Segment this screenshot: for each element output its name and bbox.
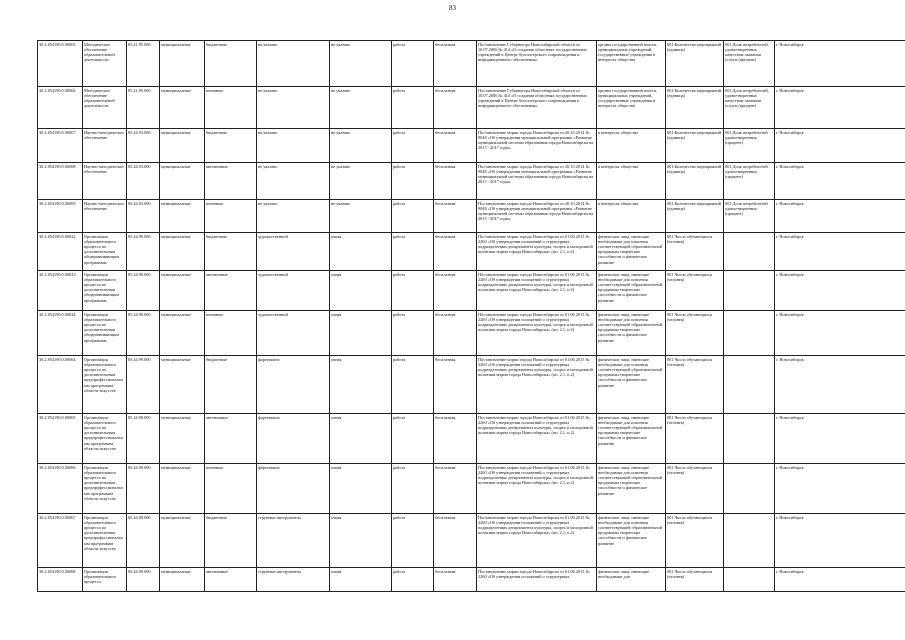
quality-indicator-cell xyxy=(724,311,775,356)
institution-type-cell: бюджетные xyxy=(205,233,257,271)
okved-code-cell: 85.44.93.000 xyxy=(127,163,160,200)
registry-code-cell: 30.2.854190.0.00003 xyxy=(38,41,83,87)
location-cell: г. Новосибирск xyxy=(775,271,905,311)
institution-type-cell: автономные xyxy=(205,414,257,464)
content-direction-cell: не указано xyxy=(257,41,330,87)
service-name-cell: Организация образовательного процесса xyxy=(83,568,127,592)
location-cell: г. Новосибирск xyxy=(775,87,905,129)
okved-code-cell: 85.44.99.000 xyxy=(127,233,160,271)
consumers-cell: физические лица, имеющие необходимые для освоения соответствующей образовательной программы творческие способности и физическое развитие xyxy=(597,514,666,568)
consumers-cell: физические лица, имеющие необходимые для освоения соответствующей образовательной программы творческие способности и физическое развитие xyxy=(597,464,666,514)
quality-indicator-cell xyxy=(724,414,775,464)
volume-indicator-cell: 001.Число обучающихся (человек) xyxy=(666,233,724,271)
volume-indicator-cell: 001.Число обучающихся (человек) xyxy=(666,356,724,414)
consumers-cell: физические лица, имеющие необходимые для освоения соответствующей образовательной программы творческие способности и физическое развитие xyxy=(597,356,666,414)
location-cell: г. Новосибирск xyxy=(775,200,905,233)
registry-code-cell: 30.2.854190.0.00065 xyxy=(38,414,83,464)
form-of-study-cell: очная xyxy=(330,233,392,271)
service-kind-cell: работа xyxy=(392,568,434,592)
service-kind-cell: работа xyxy=(392,464,434,514)
service-kind-cell: работа xyxy=(392,311,434,356)
ownership-level-cell: муниципальные xyxy=(160,568,205,592)
table-row xyxy=(38,568,905,592)
service-name-cell: Организация образовательного процесса по дополнительным общеразвивающим программам xyxy=(83,271,127,311)
okved-code-cell: 85.44.99.000 xyxy=(127,414,160,464)
service-kind-cell: работа xyxy=(392,129,434,163)
service-kind-cell: работа xyxy=(392,163,434,200)
content-direction-cell: художественной xyxy=(257,311,330,356)
registry-code-cell: 30.2.854190.0.00004 xyxy=(38,87,83,129)
registry-code-cell: 30.2.854190.0.00066 xyxy=(38,464,83,514)
location-cell: г. Новосибирск xyxy=(775,163,905,200)
okved-code-cell: 85.44.99.000 xyxy=(127,271,160,311)
registry-code-cell: 30.2.854190.0.00022 xyxy=(38,233,83,271)
consumers-cell: физические лица, имеющие необходимые для освоения соответствующей образовательной программы творческие способности и физическое развитие xyxy=(597,271,666,311)
legal-basis-cell: Постановление мэрии города Новосибирска от 01.06.2015 № 2260 «Об утверждении положений о структурных подразделениях департамента культуры, спорта и молодежной политики мэрии города Новосибирска» (пп. 2.1, п.2) xyxy=(477,356,597,414)
institution-type-cell: автономные xyxy=(205,271,257,311)
volume-indicator-cell: 001.Количество мероприятий (единица) xyxy=(666,163,724,200)
form-of-study-cell: очная xyxy=(330,464,392,514)
okved-code-cell: 85.44.93.000 xyxy=(127,200,160,233)
location-cell: г. Новосибирск xyxy=(775,514,905,568)
table-row xyxy=(38,129,905,163)
quality-indicator-cell xyxy=(724,514,775,568)
service-name-cell: Методическое обеспечение образовательной деятельности xyxy=(83,87,127,129)
volume-indicator-cell: 001.Число обучающихся (человек) xyxy=(666,568,724,592)
content-direction-cell: фортепиано xyxy=(257,414,330,464)
quality-indicator-cell xyxy=(724,464,775,514)
legal-basis-cell: Постановление мэрии города Новосибирска от 01.06.2015 № 2260 «Об утверждении положений о структурных подразделениях департамента культуры, спорта и молодежной политики мэрии города Новосибирска» (пп. 2.1, п.2) xyxy=(477,464,597,514)
payment-type-cell: бесплатная xyxy=(434,311,477,356)
content-direction-cell: не указано xyxy=(257,163,330,200)
location-cell: г. Новосибирск xyxy=(775,311,905,356)
institution-type-cell: автономные xyxy=(205,568,257,592)
legal-basis-cell: Постановление мэрии города Новосибирска от 20.10.2014 № 9048 «Об утверждении муниципальной программы «Развитие муниципальной системы образования города Новосибирска на 2015 - 2017 годы» xyxy=(477,200,597,233)
payment-type-cell: бесплатная xyxy=(434,356,477,414)
location-cell: г. Новосибирск xyxy=(775,129,905,163)
payment-type-cell: бесплатная xyxy=(434,271,477,311)
payment-type-cell: бесплатная xyxy=(434,233,477,271)
service-name-cell: Организация образовательного процесса по дополнительным общеразвивающим программам xyxy=(83,233,127,271)
table-row xyxy=(38,41,905,87)
service-kind-cell: работа xyxy=(392,41,434,87)
service-kind-cell: работа xyxy=(392,200,434,233)
registry-code-cell: 30.2.854190.0.00008 xyxy=(38,163,83,200)
payment-type-cell: бесплатная xyxy=(434,129,477,163)
registry-code-cell: 30.2.854190.0.00068 xyxy=(38,568,83,592)
service-kind-cell: работа xyxy=(392,233,434,271)
ownership-level-cell: муниципальные xyxy=(160,464,205,514)
content-direction-cell: не указано xyxy=(257,87,330,129)
consumers-cell: физические лица, имеющие необходимые для освоения соответствующей образовательной программы творческие способности и физическое развитие xyxy=(597,233,666,271)
service-kind-cell: работа xyxy=(392,271,434,311)
legal-basis-cell: Постановление Губернатора Новосибирской области от 10.07.2006 № 414 «О создании областных государственных учреждений в Центре бухгалтерского сопровождения и информационного обеспечения» xyxy=(477,41,597,87)
service-name-cell: Организация образовательного процесса по дополнительным предпрофессиональным программам области искусств xyxy=(83,356,127,414)
ownership-level-cell: муниципальные xyxy=(160,514,205,568)
volume-indicator-cell: 001.Количество мероприятий (единица) xyxy=(666,129,724,163)
volume-indicator-cell: 001.Количество мероприятий (единица) xyxy=(666,41,724,87)
table-row xyxy=(38,87,905,129)
ownership-level-cell: муниципальные xyxy=(160,163,205,200)
okved-code-cell: 85.44.99.000 xyxy=(127,311,160,356)
payment-type-cell: бесплатная xyxy=(434,163,477,200)
quality-indicator-cell: 001.Доля потребителей, удовлетворенных качеством оказания услуги (процент) xyxy=(724,87,775,129)
volume-indicator-cell: 001.Число обучающихся (человек) xyxy=(666,271,724,311)
payment-type-cell: бесплатная xyxy=(434,87,477,129)
payment-type-cell: бесплатная xyxy=(434,414,477,464)
form-of-study-cell: очная xyxy=(330,356,392,414)
okved-code-cell: 85.44.99.000 xyxy=(127,356,160,414)
table-row xyxy=(38,271,905,311)
page-number: 83 xyxy=(449,4,456,12)
form-of-study-cell: очная xyxy=(330,514,392,568)
service-name-cell: Организация образовательного процесса по дополнительным предпрофессиональным программам области искусств xyxy=(83,414,127,464)
location-cell: г. Новосибирск xyxy=(775,568,905,592)
consumers-cell: физические лица, имеющие необходимые для xyxy=(597,568,666,592)
legal-basis-cell: Постановление мэрии города Новосибирска от 01.06.2015 № 2260 «Об утверждении положений о структурных подразделениях департамента культуры, спорта и молодежной политики мэрии города Новосибирска» (пп. 2.1, п.2) xyxy=(477,414,597,464)
institution-type-cell: казенные xyxy=(205,87,257,129)
service-name-cell: Организация образовательного процесса по дополнительным общеразвивающим программам xyxy=(83,311,127,356)
legal-basis-cell: Постановление мэрии города Новосибирска от 01.06.2015 № 2260 «Об утверждении положений о структурных подразделениях департамента культуры, спорта и молодежной политики мэрии города Новосибирска» (пп. 2.1, п.2) xyxy=(477,271,597,311)
okved-code-cell: 85.44.99.000 xyxy=(127,568,160,592)
quality-indicator-cell: 001.Доля потребителей, удовлетворенных качеством оказания услуги (процент) xyxy=(724,41,775,87)
ownership-level-cell: муниципальные xyxy=(160,311,205,356)
location-cell: г. Новосибирск xyxy=(775,414,905,464)
table-row xyxy=(38,311,905,356)
institution-type-cell: казенные xyxy=(205,311,257,356)
legal-basis-cell: Постановление мэрии города Новосибирска от 01.06.2015 № 2260 «Об утверждении положений о структурных xyxy=(477,568,597,592)
ownership-level-cell: муниципальные xyxy=(160,41,205,87)
volume-indicator-cell: 001.Число обучающихся (человек) xyxy=(666,514,724,568)
table-row xyxy=(38,414,905,464)
content-direction-cell: фортепиано xyxy=(257,464,330,514)
consumers-cell: физические лица, имеющие необходимые для освоения соответствующей образовательной программы творческие способности и физическое развитие xyxy=(597,414,666,464)
payment-type-cell: бесплатная xyxy=(434,464,477,514)
consumers-cell: органы государственной власти, муниципальных учреждений, государственные учреждения в интересах общества xyxy=(597,87,666,129)
service-name-cell: Методическое обеспечение образовательной деятельности xyxy=(83,41,127,87)
table-row xyxy=(38,200,905,233)
content-direction-cell: художественной xyxy=(257,233,330,271)
location-cell: г. Новосибирск xyxy=(775,41,905,87)
service-name-cell: Научно-методическое обеспечение xyxy=(83,129,127,163)
table-row xyxy=(38,163,905,200)
consumers-cell: физические лица, имеющие необходимые для освоения соответствующей образовательной программы творческие способности и физическое развитие xyxy=(597,311,666,356)
form-of-study-cell: не указано xyxy=(330,87,392,129)
form-of-study-cell: очная xyxy=(330,271,392,311)
institution-type-cell: бюджетные xyxy=(205,41,257,87)
ownership-level-cell: муниципальные xyxy=(160,356,205,414)
location-cell: г. Новосибирск xyxy=(775,356,905,414)
form-of-study-cell: не указано xyxy=(330,129,392,163)
service-name-cell: Организация образовательного процесса по дополнительным предпрофессиональным программам области искусств xyxy=(83,464,127,514)
service-name-cell: Организация образовательного процесса по дополнительным предпрофессиональным программам области искусств xyxy=(83,514,127,568)
service-kind-cell: работа xyxy=(392,414,434,464)
ownership-level-cell: муниципальные xyxy=(160,271,205,311)
content-direction-cell: струнные инструменты xyxy=(257,514,330,568)
form-of-study-cell: не указано xyxy=(330,200,392,233)
ownership-level-cell: муниципальные xyxy=(160,129,205,163)
registry-code-cell: 30.2.854190.0.00024 xyxy=(38,311,83,356)
institution-type-cell: автономные xyxy=(205,163,257,200)
volume-indicator-cell: 001.Количество мероприятий (единица) xyxy=(666,200,724,233)
table-row xyxy=(38,514,905,568)
consumers-cell: в интересах общества xyxy=(597,129,666,163)
institution-type-cell: бюджетные xyxy=(205,129,257,163)
content-direction-cell: не указано xyxy=(257,129,330,163)
quality-indicator-cell: 001.Доля потребителей удовлетворенных (процент) xyxy=(724,200,775,233)
table-row xyxy=(38,233,905,271)
institution-type-cell: бюджетные xyxy=(205,356,257,414)
okved-code-cell: 85.41.95.000 xyxy=(127,87,160,129)
table-row xyxy=(38,356,905,414)
ownership-level-cell: муниципальные xyxy=(160,233,205,271)
location-cell: г. Новосибирск xyxy=(775,233,905,271)
registry-code-cell: 30.2.854190.0.00067 xyxy=(38,514,83,568)
volume-indicator-cell: 001.Количество мероприятий (единица) xyxy=(666,87,724,129)
volume-indicator-cell: 001.Число обучающихся (человек) xyxy=(666,464,724,514)
volume-indicator-cell: 001.Число обучающихся (человек) xyxy=(666,414,724,464)
registry-code-cell: 30.2.854190.0.00064 xyxy=(38,356,83,414)
okved-code-cell: 85.41.95.000 xyxy=(127,41,160,87)
form-of-study-cell: очная xyxy=(330,414,392,464)
quality-indicator-cell xyxy=(724,356,775,414)
institution-type-cell: казенные xyxy=(205,200,257,233)
registry-code-cell: 30.2.854190.0.00009 xyxy=(38,200,83,233)
content-direction-cell: не указано xyxy=(257,200,330,233)
quality-indicator-cell: 001.Доля потребителей удовлетворенных (процент) xyxy=(724,163,775,200)
form-of-study-cell: очная xyxy=(330,568,392,592)
institution-type-cell: бюджетные xyxy=(205,514,257,568)
volume-indicator-cell: 001.Число обучающихся (человек) xyxy=(666,311,724,356)
service-kind-cell: работа xyxy=(392,356,434,414)
content-direction-cell: фортепиано xyxy=(257,356,330,414)
quality-indicator-cell xyxy=(724,233,775,271)
service-name-cell: Научно-методическое обеспечение xyxy=(83,200,127,233)
payment-type-cell: бесплатная xyxy=(434,200,477,233)
legal-basis-cell: Постановление мэрии города Новосибирска от 01.06.2015 № 2260 «Об утверждении положений о структурных подразделениях департамента культуры, спорта и молодежной политики мэрии города Новосибирска» (пп. 2.1, п.2) xyxy=(477,311,597,356)
okved-code-cell: 85.44.99.000 xyxy=(127,464,160,514)
legal-basis-cell: Постановление мэрии города Новосибирска от 20.10.2014 № 9048 «Об утверждении муниципальной программы «Развитие муниципальной системы образования города Новосибирска на 2015 - 2017 годы» xyxy=(477,163,597,200)
service-kind-cell: работа xyxy=(392,87,434,129)
table-row xyxy=(38,464,905,514)
registry-code-cell: 30.2.854190.0.00007 xyxy=(38,129,83,163)
quality-indicator-cell xyxy=(724,271,775,311)
content-direction-cell: струнные инструменты xyxy=(257,568,330,592)
service-name-cell: Научно-методическое обеспечение xyxy=(83,163,127,200)
legal-basis-cell: Постановление мэрии города Новосибирска от 01.06.2015 № 2260 «Об утверждении положений о структурных подразделениях департамента культуры, спорта и молодежной политики мэрии города Новосибирска» (пп. 2.1, п.2) xyxy=(477,233,597,271)
legal-basis-cell: Постановление Губернатора Новосибирской области от 10.07.2006 № 414 «О создании областных государственных учреждений в Центре бухгалтерского сопровождения и информационного обеспечения» xyxy=(477,87,597,129)
consumers-cell: в интересах общества xyxy=(597,200,666,233)
service-kind-cell: работа xyxy=(392,514,434,568)
registry-code-cell: 30.2.854190.0.00023 xyxy=(38,271,83,311)
institution-type-cell: казенные xyxy=(205,464,257,514)
legal-basis-cell: Постановление мэрии города Новосибирска от 20.10.2014 № 9048 «Об утверждении муниципальной программы «Развитие муниципальной системы образования города Новосибирска на 2015 - 2017 годы» xyxy=(477,129,597,163)
okved-code-cell: 85.44.99.000 xyxy=(127,514,160,568)
ownership-level-cell: муниципальные xyxy=(160,200,205,233)
form-of-study-cell: очная xyxy=(330,311,392,356)
form-of-study-cell: не указано xyxy=(330,163,392,200)
ownership-level-cell: муниципальные xyxy=(160,414,205,464)
okved-code-cell: 85.44.93.000 xyxy=(127,129,160,163)
payment-type-cell: бесплатная xyxy=(434,41,477,87)
ownership-level-cell: муниципальные xyxy=(160,87,205,129)
legal-basis-cell: Постановление мэрии города Новосибирска от 01.06.2015 № 2260 «Об утверждении положений о структурных подразделениях департамента культуры, спорта и молодежной политики мэрии города Новосибирска» (пп. 2.1, п.2) xyxy=(477,514,597,568)
consumers-cell: в интересах общества xyxy=(597,163,666,200)
consumers-cell: органы государственной власти, муниципальных учреждений, государственные учреждения в интересах общества xyxy=(597,41,666,87)
location-cell: г. Новосибирск xyxy=(775,464,905,514)
payment-type-cell: бесплатная xyxy=(434,514,477,568)
content-direction-cell: художественной xyxy=(257,271,330,311)
quality-indicator-cell: 001.Доля потребителей удовлетворенных (процент) xyxy=(724,129,775,163)
payment-type-cell: бесплатная xyxy=(434,568,477,592)
quality-indicator-cell xyxy=(724,568,775,592)
form-of-study-cell: не указано xyxy=(330,41,392,87)
services-registry-table xyxy=(37,40,905,592)
